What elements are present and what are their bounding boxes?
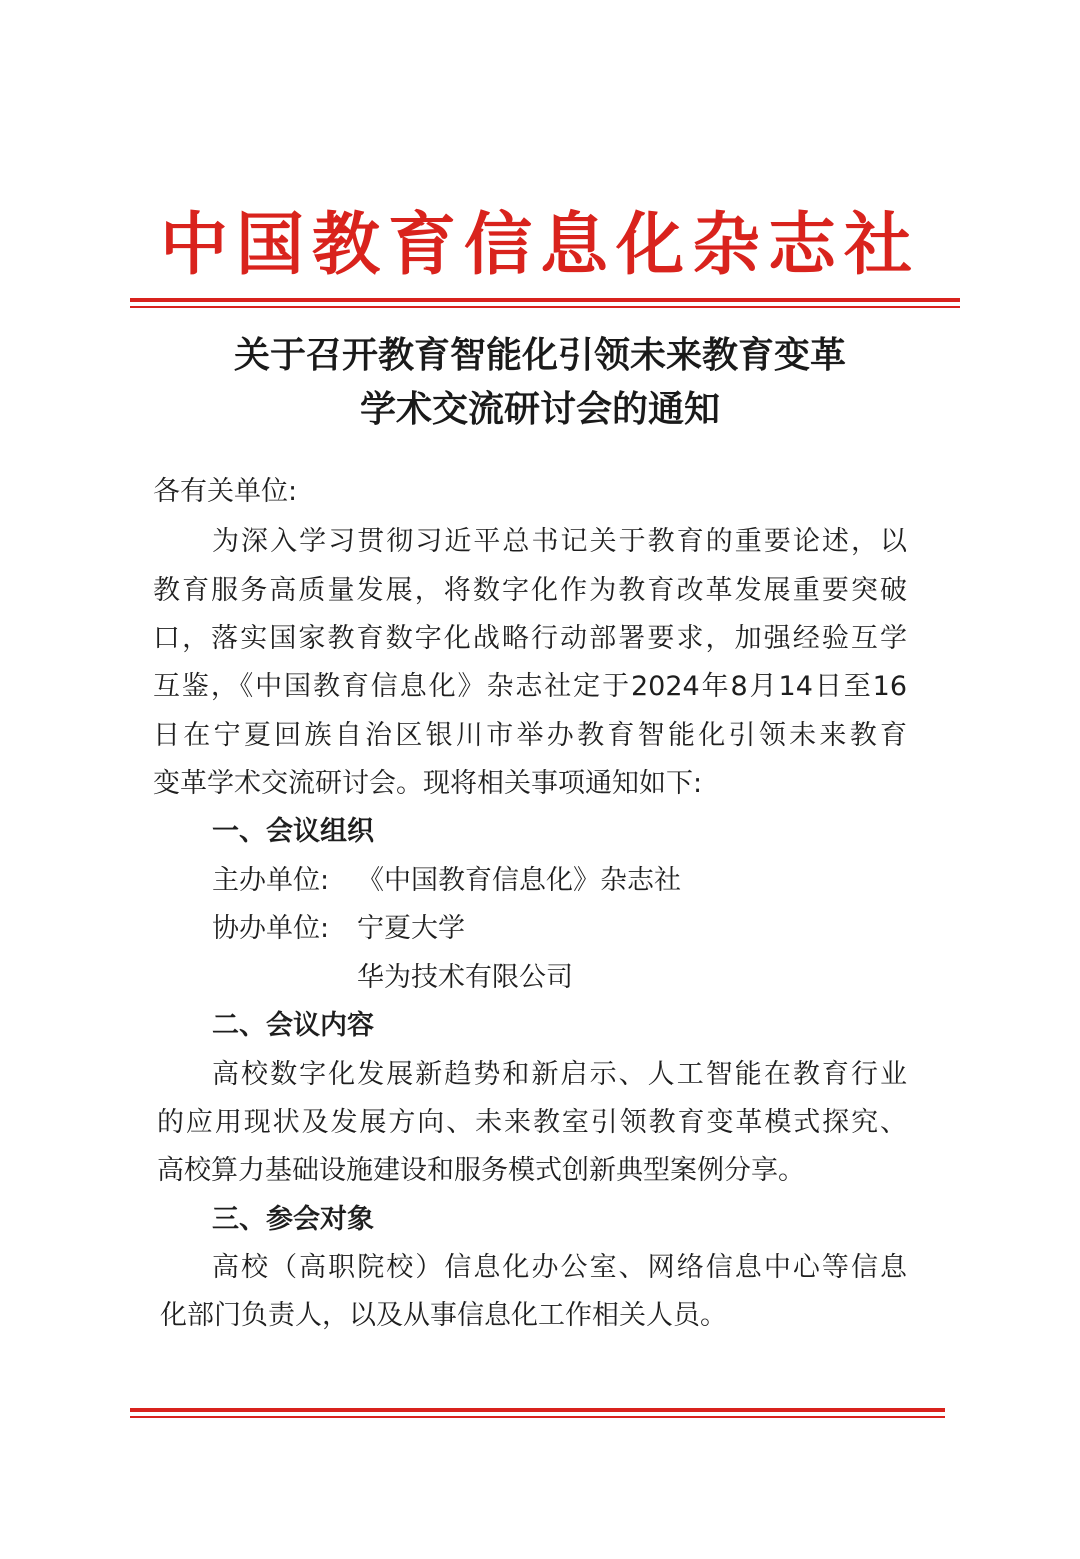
intro-line-2: 教育服务高质量发展，将数字化作为教育改革发展重要突破 [153, 575, 907, 606]
host-label: 主办单位: [212, 865, 330, 896]
section-heading-participants: 三、参会对象 [212, 1204, 374, 1235]
intro-line-5: 日在宁夏回族自治区银川市举办教育智能化引领未来教育 [153, 720, 907, 751]
document-title [130, 328, 950, 436]
participants-line-1: 高校（高职院校）信息化办公室、网络信息中心等信息 [212, 1252, 907, 1283]
co-host-value-1: 宁夏大学 [357, 913, 465, 944]
co-host-value-2: 华为技术有限公司 [357, 962, 573, 993]
masthead: 中国教育信息化杂志社 [159, 205, 920, 285]
rule-thin-line [130, 1416, 945, 1418]
intro-line-6: 变革学术交流研讨会。现将相关事项通知如下: [153, 768, 703, 799]
section-heading-organization: 一、会议组织 [212, 816, 374, 847]
intro-line-1: 为深入学习贯彻习近平总书记关于教育的重要论述，以 [212, 526, 907, 557]
salutation: 各有关单位: [153, 476, 298, 507]
intro-line-4: 互鉴，《中国教育信息化》杂志社定于2024年8月14日至16 [153, 671, 907, 702]
title-line-1: 关于召开教育智能化引领未来教育变革 [233, 334, 846, 376]
host-value: 《中国教育信息化》杂志社 [357, 865, 681, 896]
rule-thick-line [130, 298, 960, 302]
intro-line-3: 口，落实国家教育数字化战略行动部署要求，加强经验互学 [153, 623, 907, 654]
co-host-label: 协办单位: [212, 913, 330, 944]
title-line-2: 学术交流研讨会的通知 [359, 388, 720, 430]
rule-thick-line [130, 1408, 945, 1412]
content-line-3: 高校算力基础设施建设和服务模式创新典型案例分享。 [157, 1155, 805, 1186]
content-line-2: 的应用现状及发展方向、未来教室引领教育变革模式探究、 [157, 1107, 907, 1138]
content-line-1: 高校数字化发展新趋势和新启示、人工智能在教育行业 [212, 1059, 907, 1090]
participants-line-2: 化部门负责人，以及从事信息化工作相关人员。 [160, 1300, 727, 1331]
rule-thin-line [130, 306, 960, 308]
section-heading-content: 二、会议内容 [212, 1010, 374, 1041]
